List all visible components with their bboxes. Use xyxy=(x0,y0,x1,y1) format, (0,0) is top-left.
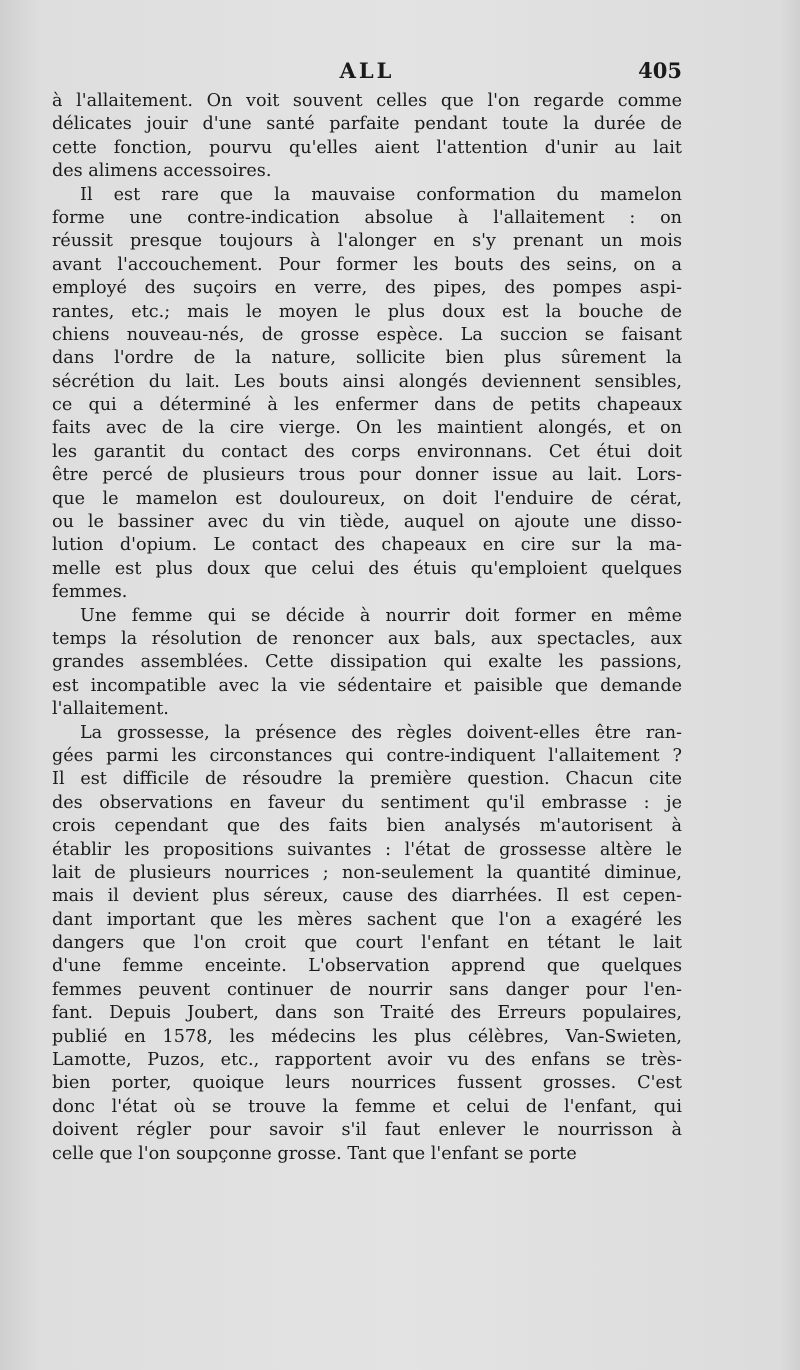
paragraph xyxy=(52,605,682,722)
text-line: gées parmi les circonstances qui contre-indiquent l'allaitement ? xyxy=(52,745,682,766)
text-line: La grossesse, la présence des règles doivent-elles être ran- xyxy=(80,722,682,743)
text-line: Il est rare que la mauvaise conformation du mamelon xyxy=(80,184,682,205)
text-line: employé des suçoirs en verre, des pipes, des pompes aspi- xyxy=(52,278,682,299)
text-line: réussit presque toujours à l'alonger en s'y prenant un mois xyxy=(52,231,682,252)
text-line: celle que l'on soupçonne grosse. Tant que l'enfant se porte xyxy=(52,1143,577,1164)
text-line: dant important que les mères sachent que l'on a exagéré les xyxy=(52,909,682,930)
text-line: melle est plus doux que celui des étuis qu'emploient quelques xyxy=(52,558,682,579)
text-line: à l'allaitement. On voit souvent celles que l'on regarde comme xyxy=(52,91,682,111)
text-line: fant. Depuis Joubert, dans son Traité des Erreurs populaires, xyxy=(52,1003,682,1024)
text-line: sécrétion du lait. Les bouts ainsi alongés deviennent sensibles, xyxy=(52,371,682,392)
paragraph xyxy=(52,722,682,1166)
paragraph xyxy=(52,184,682,605)
text-line: Il est difficile de résoudre la première question. Chacun cite xyxy=(52,769,682,790)
text-line: lait de plusieurs nourrices ; non-seulement la quantité diminue, xyxy=(52,862,682,883)
text-line: faits avec de la cire vierge. On les maintient alongés, et on xyxy=(52,418,682,439)
text-line: crois cependant que des faits bien analysés m'autorisent à xyxy=(52,816,682,837)
text-line: temps la résolution de renoncer aux bals, aux spectacles, aux xyxy=(52,628,682,649)
text-line: publié en 1578, les médecins les plus célèbres, Van-Swieten, xyxy=(52,1026,682,1047)
text-line: chiens nouveau-nés, de grosse espèce. La succion se faisant xyxy=(52,324,682,345)
text-line: bien porter, quoique leurs nourrices fussent grosses. C'est xyxy=(52,1073,682,1094)
text-line: ou le bassiner avec du vin tiède, auquel on ajoute une disso- xyxy=(52,512,682,533)
text-line: des observations en faveur du sentiment qu'il embrasse : je xyxy=(52,792,682,813)
body-text xyxy=(52,90,682,1166)
page-number: 405 xyxy=(638,58,682,83)
text-line: grandes assemblées. Cette dissipation qui exalte les passions, xyxy=(52,652,682,673)
text-line: cette fonction, pourvu qu'elles aient l'attention d'unir au lait xyxy=(52,137,682,158)
text-line: rantes, etc.; mais le moyen le plus doux est la bouche de xyxy=(52,301,682,322)
text-line: des alimens accessoires. xyxy=(52,161,272,182)
text-line: est incompatible avec la vie sédentaire et paisible que demande xyxy=(52,675,682,696)
text-line: dangers que l'on croit que court l'enfant en tétant le lait xyxy=(52,933,682,954)
paragraph xyxy=(52,90,682,184)
text-line: d'une femme enceinte. L'observation apprend que quelques xyxy=(52,956,682,977)
text-line: Lamotte, Puzos, etc., rapportent avoir vu des enfans se très- xyxy=(52,1050,682,1071)
text-line: ce qui a déterminé à les enfermer dans de petits chapeaux xyxy=(52,395,682,416)
text-line: délicates jouir d'une santé parfaite pendant toute la durée de xyxy=(52,114,682,135)
running-head-title: ALL xyxy=(339,58,395,83)
text-line: être percé de plusieurs trous pour donner issue au lait. Lors- xyxy=(52,465,682,486)
text-line: femmes. xyxy=(52,582,128,603)
text-line: doivent régler pour savoir s'il faut enlever le nourrisson à xyxy=(52,1120,682,1141)
running-head xyxy=(52,58,682,86)
text-line: avant l'accouchement. Pour former les bouts des seins, on a xyxy=(52,254,682,275)
text-line: dans l'ordre de la nature, sollicite bien plus sûrement la xyxy=(52,348,682,369)
text-line: lution d'opium. Le contact des chapeaux en cire sur la ma- xyxy=(52,535,682,556)
text-line: l'allaitement. xyxy=(52,699,169,720)
text-line: forme une contre-indication absolue à l'allaitement : on xyxy=(52,207,682,228)
text-line: donc l'état où se trouve la femme et celui de l'enfant, qui xyxy=(52,1096,682,1117)
text-line: établir les propositions suivantes : l'état de grossesse altère le xyxy=(52,839,682,860)
text-line: mais il devient plus séreux, cause des diarrhées. Il est cepen- xyxy=(52,886,682,907)
text-line: Une femme qui se décide à nourrir doit former en même xyxy=(80,605,682,626)
text-line: femmes peuvent continuer de nourrir sans danger pour l'en- xyxy=(52,979,682,1000)
text-line: que le mamelon est douloureux, on doit l'enduire de cérat, xyxy=(52,488,682,509)
text-line: les garantit du contact des corps environnans. Cet étui doit xyxy=(52,441,682,462)
